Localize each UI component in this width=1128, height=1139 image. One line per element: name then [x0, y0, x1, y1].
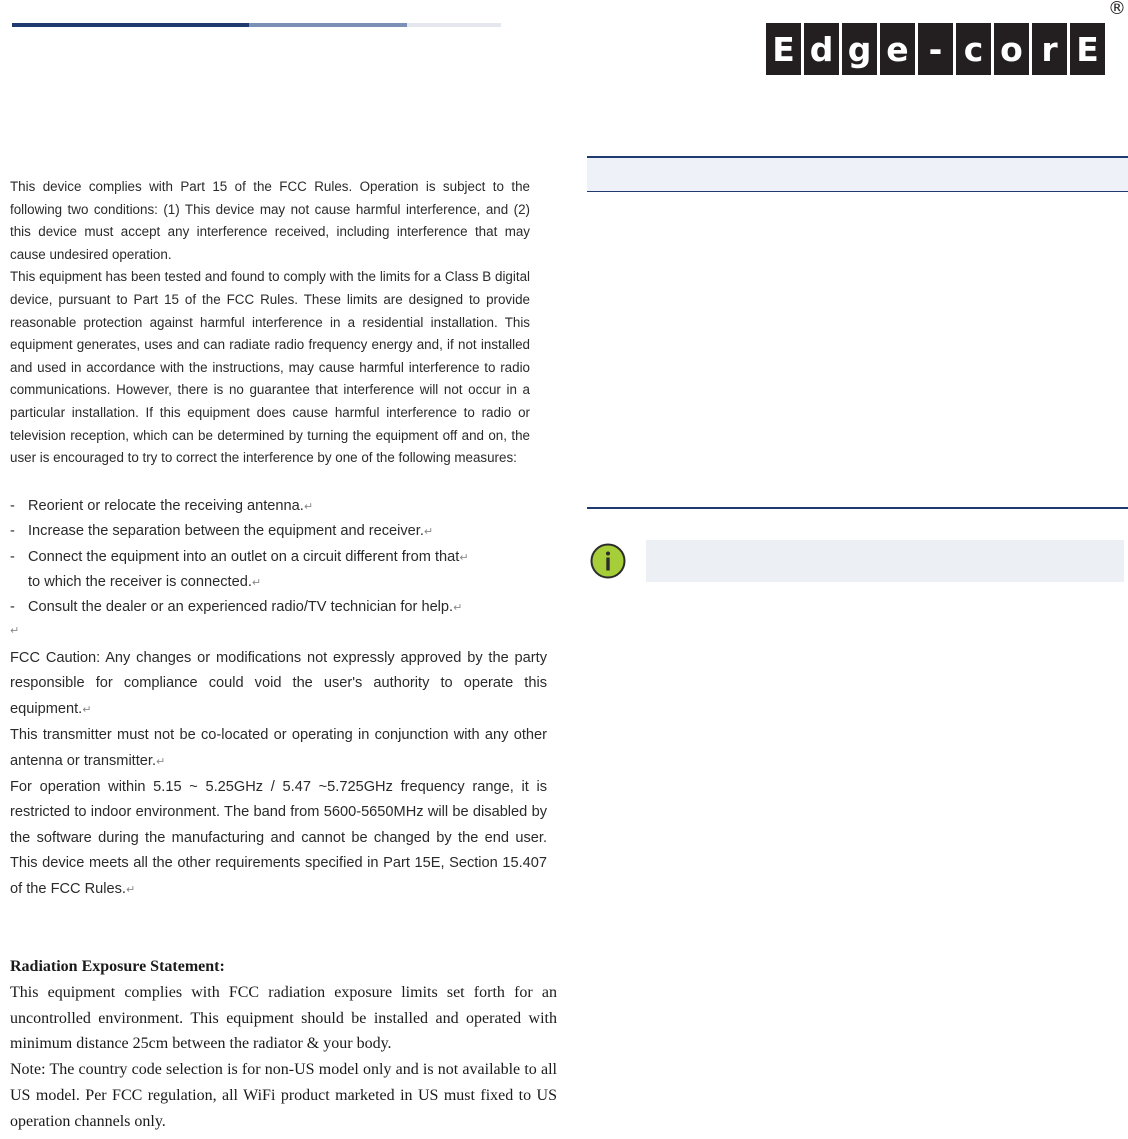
list-item: - Reorient or relocate the receiving antenna.↵ [10, 498, 314, 514]
list-item: - Consult the dealer or an experienced radio/TV technician for help.↵ [10, 599, 463, 616]
edgecore-logo [766, 23, 1105, 75]
fcc-caution: FCC Caution: Any changes or modifications not expressly approved by the party responsible for compliance could void the user's authority to operate this equipment.↵ [10, 650, 547, 717]
logo-letter: - [918, 23, 953, 75]
fcc-paragraph-1: This device complies with Part 15 of the FCC Rules. Operation is subject to the following two conditions: (1) This device may not cause harmful interference, and (2) this device must accept any interference received, including interference that may cause undesired operation. [10, 179, 530, 262]
colocation-statement: This transmitter must not be co-located or operating in conjunction with any other antenna or transmitter.↵ [10, 727, 547, 769]
header-progress-dark [12, 23, 249, 27]
radiation-note: Note: The country code selection is for non-US model only and is not available to all US model. Per FCC regulation, all WiFi product marketed in US must fixed to US operation channels only. [10, 1061, 557, 1130]
fcc-statement [10, 176, 530, 470]
logo-letter: r [1032, 23, 1067, 75]
radiation-body: This equipment complies with FCC radiation exposure limits set forth for an uncontrolled environment. This equipment should be installed and operated with minimum distance 25cm between the radiator & your body. [10, 983, 557, 1053]
measures-list [10, 494, 555, 620]
fcc-caution-section [10, 646, 547, 903]
section-divider [587, 507, 1128, 509]
fcc-paragraph-2: This equipment has been tested and found to comply with the limits for a Class B digital device, pursuant to Part 15 of the FCC Rules. These limits are designed to provide reasonable protection against harmful interference in a residential installation. This equipment generates, uses and can radiate radio frequency energy and, if not installed and used in accordance with the instructions, may cause harmful interference to radio communications. However, there is no guarantee that interference will not occur in a particular installation. If this equipment does cause harmful interference to radio or television reception, which can be determined by turning the equipment off and on, the user is encouraged to try to correct the interference by one of the following measures: [10, 269, 530, 466]
logo-letter: E [766, 23, 801, 75]
logo-letter: E [1070, 23, 1105, 75]
list-item-continuation: to which the receiver is connected.↵ [28, 573, 262, 590]
radiation-exposure [10, 954, 557, 1135]
indoor-statement: For operation within 5.15 ~ 5.25GHz / 5.47 ~5.725GHz frequency range, it is restricted to indoor environment. The band from 5600-5650MHz will be disabled by the software during the manufacturing and cannot be changed by the end user. This device meets all the other requirements specified in Part 15E, Section 15.407 of the FCC Rules.↵ [10, 779, 547, 897]
logo-letter: c [956, 23, 991, 75]
logo-letter: o [994, 23, 1029, 75]
logo-letter: g [842, 23, 877, 75]
list-item: - Increase the separation between the equipment and receiver.↵ [10, 523, 434, 540]
registered-mark: ® [1108, 0, 1126, 19]
note-box [646, 540, 1124, 582]
list-item: - Connect the equipment into an outlet on a circuit different from that↵ [10, 548, 469, 565]
radiation-heading: Radiation Exposure Statement: [10, 958, 225, 975]
logo-letter: e [880, 23, 915, 75]
section-heading-box [587, 156, 1128, 192]
info-icon [590, 543, 626, 579]
logo-letter: d [804, 23, 839, 75]
header-progress-light [249, 23, 407, 27]
paragraph-mark: ↵ [10, 625, 20, 637]
